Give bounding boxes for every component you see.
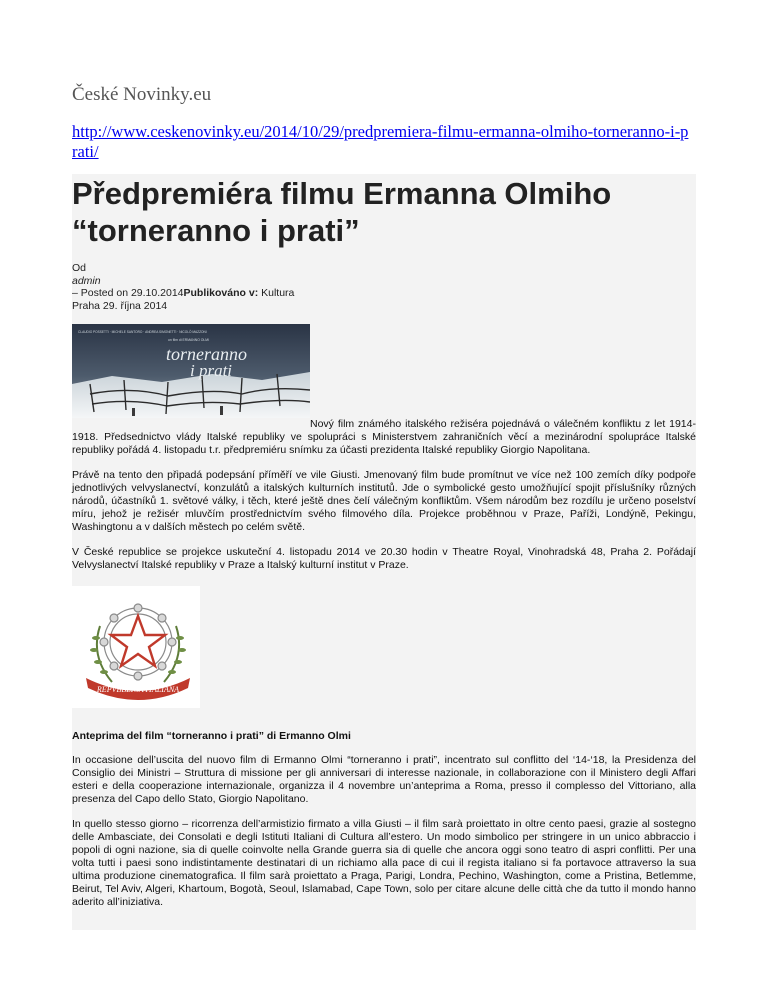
source-link-line-2[interactable]: torneranno-i-prati/ — [72, 122, 689, 161]
published-label: Publikováno v: — [183, 287, 259, 299]
film-figure — [72, 324, 696, 418]
article-meta — [72, 262, 696, 312]
film-poster-image — [72, 324, 310, 418]
cz-paragraph-3: V České republice se projekce uskuteční 4. listopadu 2014 ve 20.30 hodin v Theatre Royal, Vinohradská 48, Praha 2. Pořádají Velvyslanectví Italské republiky v Praze a Italský kulturní institut v Praze. — [72, 546, 696, 571]
author-link[interactable]: admin — [72, 274, 101, 287]
film-poster-title-2: i prati — [190, 361, 233, 380]
article-title — [72, 175, 696, 249]
article — [72, 174, 696, 930]
film-poster-credits: CLAUDIO POSSETTI · MICHELE SANTORO · ANDREA SIMONETTI · NICOLÒ MAZZONI — [78, 330, 207, 334]
italian-republic-emblem — [72, 586, 200, 708]
source-link-line-1[interactable]: http://www.ceskenovinky.eu/2014/10/29/predpremiera-filmu-ermanna-olmiho- — [72, 122, 594, 141]
article-title-line-1: Předpremiéra filmu Ermanna Olmiho — [72, 176, 612, 211]
italian-section-heading: Anteprima del film “torneranno i prati” di Ermanno Olmi — [72, 730, 351, 742]
cz-paragraph-1-lead: Nový film známého italského režiséra pojednává o válečném konfliktu z let — [310, 418, 666, 430]
film-poster-director: un film di ERMANNO OLMI — [168, 338, 210, 342]
dateline: Praha 29. října 2014 — [72, 299, 168, 312]
cz-paragraph-1-rest: 1914-1918. Předsednictvo vlády Italské republiky ve spolupráci s Ministerstvem zahraničních věcí a mezinárodní spolupráce Italské republiky pořádá 4. listopadu t.r. předpremiéru snímku za účasti prezidenta Italské republiky Giorgio Napolitana. — [72, 418, 696, 456]
source-link[interactable] — [72, 122, 692, 162]
category-link[interactable]: Kultura — [261, 287, 295, 299]
it-paragraph-2: In quello stesso giorno – ricorrenza dell’armistizio firmato a villa Giusti – il film sarà proiettato in oltre cento paesi, grazie al sostegno delle Ambasciate, dei Consolati e degli Istituti Italiani di Cultura all’estero. Un modo simbolico per stringere in un unico abbraccio i popoli di ogni nazione, sia di quelle coinvolte nella Grande guerra sia di quelle che ancora oggi sono teatro di aspri conflitti. Per una volta tutti i paesi sono indistintamente destinatari di un richiamo alla pace di cui il regista italiano si fa portavoce attraverso la sua ultima produzione cinematografica. Il film sarà proiettato a Praga, Parigi, Londra, Pechino, Washington, come a Pristina, Betlemme, Beirut, Tel Aviv, Algeri, Khartoum, Bogotà, Seoul, Islamabad, Cape Town, solo per citare alcune delle città che da tutto il mondo hanno aderito all’iniziativa. — [72, 818, 696, 908]
site-name: České Novinky.eu — [72, 84, 212, 105]
it-paragraph-1: In occasione dell’uscita del nuovo film di Ermanno Olmi “torneranno i prati”, incentrato sul conflitto del ‘14-‘18, la Presidenza del Consiglio dei Ministri – Struttura di missione per gli anniversari di interesse nazionale, in collaborazione con il Ministero degli Affari esteri e della cooperazione internazionale, organizza il 4 novembre un’anteprima a Roma, presso il complesso del Vittoriano, alla presenza del Capo dello Stato, Giorgio Napolitano. — [72, 754, 696, 805]
emblem-ribbon-text: REPVBBLICA ITALIANA — [96, 685, 180, 694]
article-title-line-2: “torneranno i prati” — [72, 213, 360, 248]
posted-date: – Posted on 29.10.2014 — [72, 287, 184, 299]
by-label: Od — [72, 262, 87, 274]
cz-paragraph-2: Právě na tento den připadá podepsání příměří ve vile Giusti. Jmenovaný film bude promítnut ve více než 100 zemích díky podpoře jednotlivých velvyslanectví, konzulátů a italských kulturních institutů. Jde o symbolické gesto umožňující spojit příslušníky různých národů, účastníků 1. světové války, i těch, které ještě dnes čelí válečným konfliktům. Všem národům bez rozdílu je určeno poselství míru, jehož je režisér mluvčím prostřednictvím svého filmového díla. Projekce proběhnou v Praze, Paříži, Londýně, Pekingu, Washingtonu a v dalších městech po celém světě. — [72, 469, 696, 533]
film-poster-title-1: torneranno — [166, 344, 247, 364]
cz-paragraph-1 — [72, 418, 696, 457]
